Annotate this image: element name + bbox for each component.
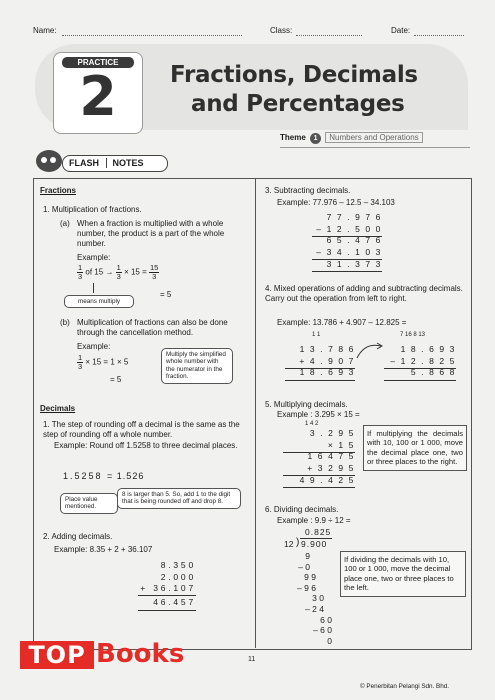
addition-rule-2 (138, 610, 196, 611)
addition-row-2: 2.000 (160, 571, 196, 582)
subtraction-working (312, 212, 382, 271)
division-steps: 9 – 0 9 9 – 9 6 3 0 – 2 4 6 0 – 6 0 0 (297, 551, 332, 646)
sub-rule-2 (312, 259, 382, 260)
fraction-one-third-b: $\frac{1}{3}$ (116, 263, 121, 281)
class-label: Class: (270, 26, 293, 35)
example-label-2: Example: (77, 342, 111, 351)
right-item-3-example: Example: 77.976 – 12.5 – 34.103 (277, 198, 395, 207)
fractions-heading: Fractions (40, 186, 77, 195)
rounding-result: = 1.526 (107, 471, 145, 481)
page-title-line2: and Percentages (191, 91, 405, 117)
mix-right-working: 1 8 . 6 9 3 – 1 2 . 8 2 5 5 . 8 6 8 (390, 344, 456, 378)
fraction-one-third: $\frac{1}{3}$ (78, 263, 83, 281)
practice-label: PRACTICE (62, 57, 134, 68)
name-line (62, 26, 242, 36)
multiplication-working: 3 . 2 9 5 × 1 5 1 6 4 7 5 + 3 2 9 5 4 9 . 4 2 5 (299, 428, 355, 485)
addition-row-3: + 36.107 (140, 583, 196, 593)
decimals-heading: Decimals (40, 404, 76, 413)
fractions-item-1: 1. Multiplication of fractions. (43, 205, 142, 214)
times-15: × 15 = (124, 267, 147, 277)
multiplication-note: If multiplying the decimals with 10, 100 or 1 000, move the decimal place one, two or three places to the right. (363, 425, 467, 471)
addition-result: 46.457 (153, 597, 196, 607)
div-divisor: 12 (284, 539, 294, 549)
notes-word: NOTES (106, 158, 144, 168)
flash-word: FLASH (69, 158, 99, 168)
place-value-note: Place value mentioned. (60, 493, 118, 514)
decimals-item-1: 1. The step of rounding off a decimal is the same as the step of rounding off a whole number. (43, 420, 240, 440)
mul-carry: 1 4 2 (305, 421, 319, 427)
example-label-1: Example: (77, 253, 111, 262)
rounding-note: 8 is larger than 5. So, add 1 to the digit that is being rounded off and drop 8. (117, 488, 241, 509)
fraction-15-over-3: $\frac{15}{3}$ (150, 263, 159, 281)
addition-rule (138, 595, 196, 596)
example-1-result: = 5 (160, 290, 172, 299)
example-1-equation (77, 264, 159, 281)
item-a-tag: (a) (60, 219, 70, 228)
sub-row-5: 3 1 . 3 7 3 (326, 258, 382, 269)
mul-rule-2 (283, 475, 355, 476)
cancel-line-2: = 5 (110, 375, 122, 384)
mul-rule-3 (283, 487, 355, 488)
theme-number: 1 (310, 133, 321, 144)
theme-tag (280, 133, 423, 144)
right-item-6-example: Example : 9.9 ÷ 12 = (277, 516, 351, 525)
theme-text: Numbers and Operations (325, 132, 422, 143)
of-15: of 15 (85, 267, 104, 277)
decimals-item-2: 2. Adding decimals. (43, 532, 113, 541)
fraction-cancel: $\frac{1}{3}$ (78, 353, 83, 371)
theme-divider (280, 147, 470, 148)
right-item-6: 6. Dividing decimals. (265, 505, 339, 514)
cancel-note: Multiply the simplified whole number with the numerator in the fraction. (161, 348, 233, 384)
decimals-item-2-example: Example: 8.35 + 2 + 36.107 (54, 545, 153, 554)
decimals-item-1-example: Example: Round off 1.5258 to three decimal places. (54, 441, 238, 450)
page-number: 11 (248, 656, 256, 663)
sub-row-2: – 1 2 . 5 0 0 (316, 223, 382, 234)
topbooks-logo-books: Books (96, 639, 185, 669)
right-item-4: 4. Mixed operations of adding and subtracting decimals. Carry out the operation from left to right. (265, 284, 463, 304)
name-label: Name: (33, 26, 57, 35)
column-divider (255, 178, 256, 648)
theme-label: Theme (280, 133, 306, 142)
addition-row-1: 8.350 (160, 560, 196, 570)
date-label: Date: (391, 26, 411, 35)
practice-number: 2 (79, 65, 117, 128)
date-line (414, 26, 464, 36)
class-line (296, 26, 362, 36)
practice-badge (53, 52, 143, 134)
mascot-icon (36, 150, 62, 172)
div-quotient: 0.825 (305, 527, 332, 537)
div-bracket: ) (296, 537, 300, 548)
mix-left-rule-2 (285, 380, 355, 381)
cancel-line-1: × 15 = 1 × 5 (85, 357, 129, 367)
item-a-text: When a fraction is multiplied with a whole number, the product is a part of the whole number. (77, 219, 225, 249)
mix-carry-right: 7 16 8 13 (400, 332, 426, 338)
mix-left-rule-1 (285, 368, 355, 369)
pointer-line (93, 283, 94, 293)
sub-rule-3 (312, 271, 382, 272)
right-item-5: 5. Multiplying decimals. (265, 400, 348, 409)
topbooks-logo-top: TOP (20, 641, 94, 669)
flash-notes-title (62, 155, 168, 172)
rounding-working (63, 471, 144, 481)
right-item-5-example: Example : 3.295 × 15 = (277, 410, 360, 419)
mix-left-working: 1 3 . 7 8 6 + 4 . 9 0 7 1 8 . 6 9 3 (299, 344, 355, 378)
copyright: © Penerbitan Pelangi Sdn. Bhd. (360, 683, 450, 690)
means-multiply-note: means multiply (64, 295, 134, 308)
rounding-digits: 1.5258 (63, 471, 103, 481)
item-b-text: Multiplication of fractions can also be done through the cancellation method. (77, 318, 228, 338)
mix-carry-left: 1 1 (312, 332, 321, 338)
item-b-tag: (b) (60, 318, 70, 327)
mix-right-rule-1 (384, 368, 456, 369)
addition-working (136, 560, 196, 595)
right-item-3: 3. Subtracting decimals. (265, 186, 351, 195)
div-dividend: 9.900 (301, 539, 328, 549)
sub-row-3: 6 5 . 4 7 6 (326, 235, 382, 246)
division-note: If dividing the decimals with 10, 100 or 1 000, move the decimal place one, two or three places to the left. (340, 551, 466, 597)
sub-row-1: 7 7 . 9 7 6 (326, 212, 382, 222)
arrow-icon: → (105, 267, 114, 277)
sub-rule-1 (312, 236, 382, 237)
mul-rule-1 (283, 452, 355, 453)
example-2-equation (77, 354, 128, 371)
right-item-4-example: Example: 13.786 + 4.907 – 12.825 = (277, 318, 407, 327)
page-title-line1: Fractions, Decimals (170, 62, 418, 88)
sub-row-4: – 3 4 . 1 0 3 (316, 247, 382, 258)
mix-right-rule-2 (384, 380, 456, 381)
